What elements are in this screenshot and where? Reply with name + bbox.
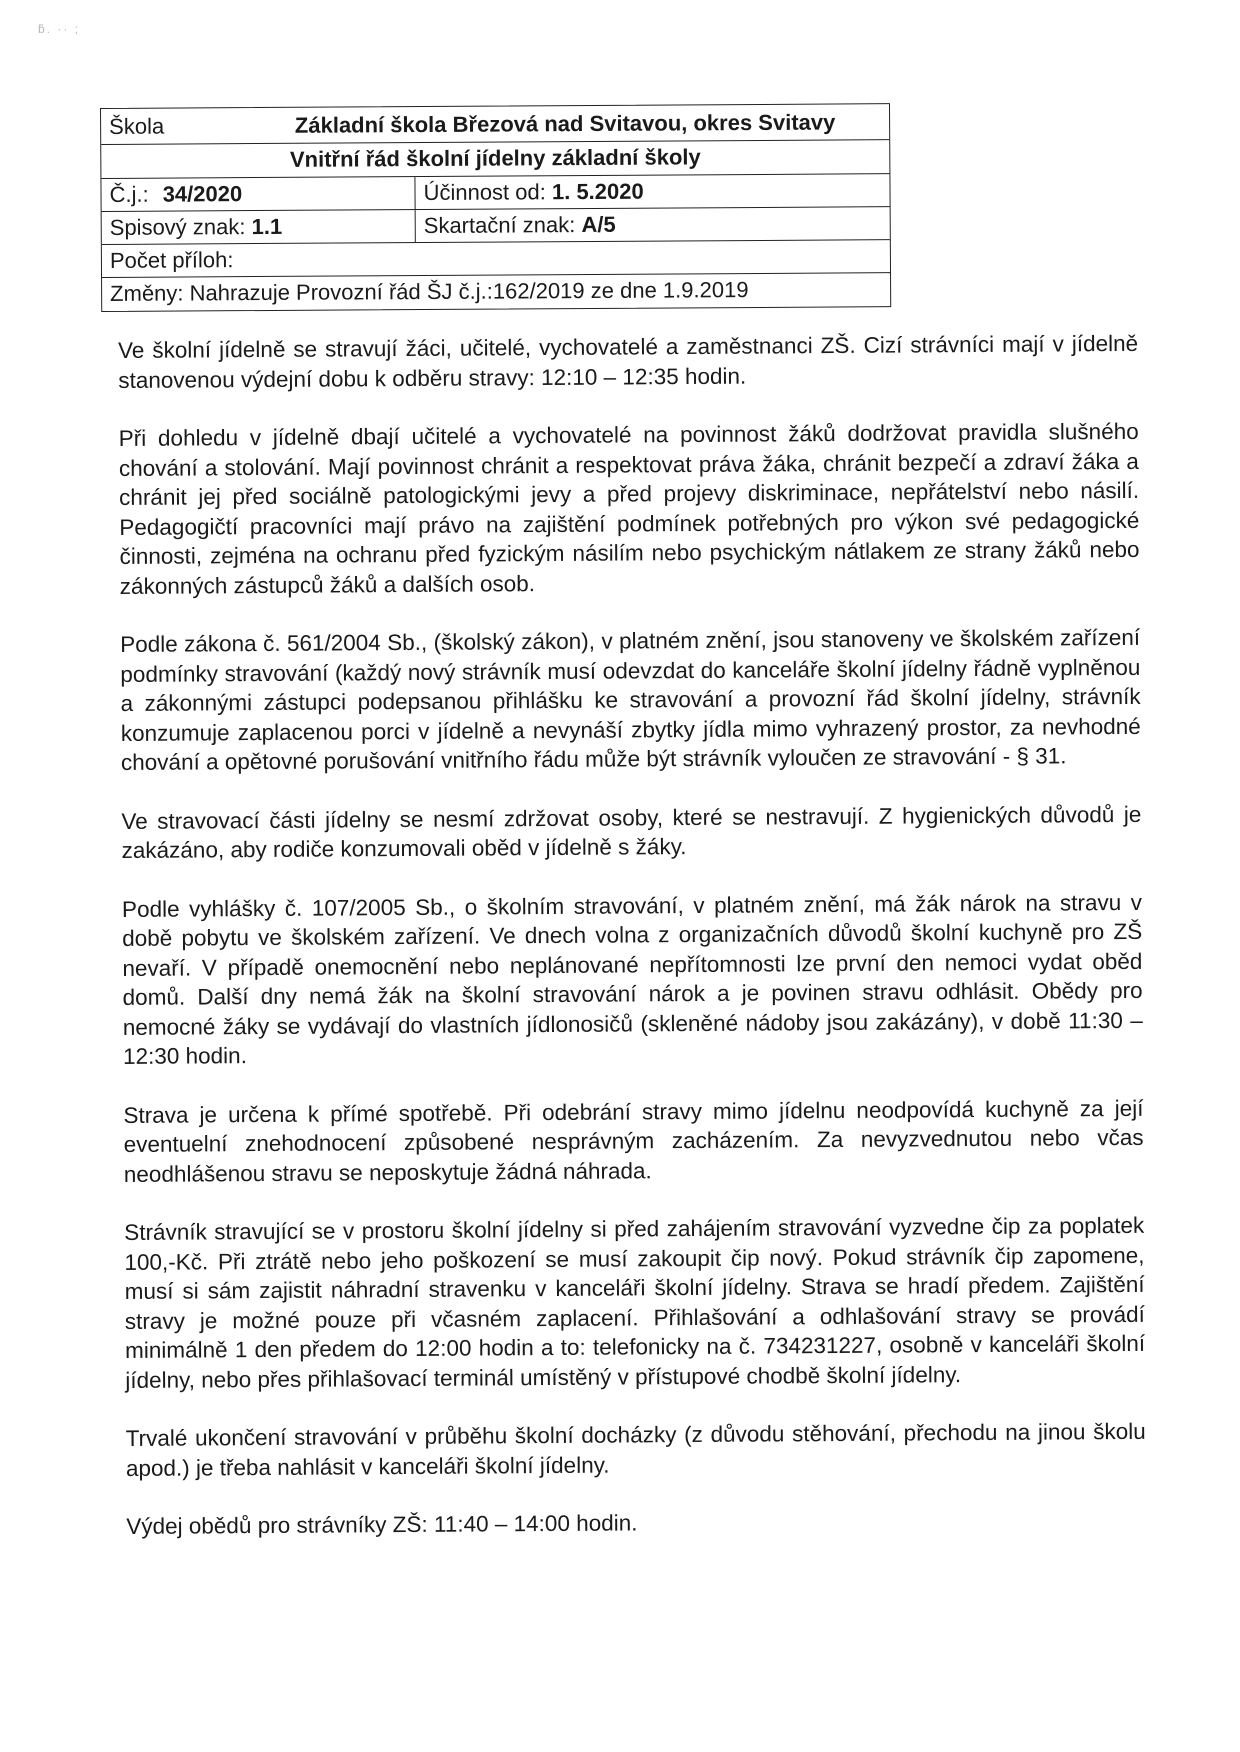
- header-row-codes: [102, 207, 890, 245]
- document-title: Vnitřní řád školní jídelny základní školy: [289, 144, 701, 172]
- effective-date-value: 1. 5.2020: [551, 178, 644, 205]
- changes-label: Změny:: [110, 280, 184, 306]
- paragraph-lunch-hours: Výdej obědů pro strávníky ZŠ: 11:40 – 14:00 hodin.: [126, 1510, 638, 1539]
- paragraph-dining-hours: Ve školní jídelně se stravují žáci, učitelé, vychovatelé a zaměstnanci ZŠ. Cizí strávníci mají v jídelně stanovenou výdejní dobu k odběru stravy: 12:10 – 12:35 hodin.: [118, 330, 1139, 393]
- reference-number-cell: [101, 177, 415, 211]
- scan-artifact: ƃ. ·· ;: [38, 22, 81, 36]
- changes-value: Nahrazuje Provozní řád ŠJ č.j.:162/2019 ze dne 1.9.2019: [189, 277, 749, 306]
- school-name: Základní škola Březová nad Svitavou, okres Svitavy: [294, 109, 836, 138]
- paragraph-consumption: Strava je určena k přímé spotřebě. Při odebrání stravy mimo jídelnu neodpovídá kuchyně za její eventuelní znehodnocení způsobené nesprávným zacházením. Za nevyzvednutou nebo včas neodhlášenou stravu se neposkytuje žádná náhrada.: [123, 1095, 1144, 1187]
- header-row-title: [101, 140, 889, 179]
- shredding-code-value: A/5: [581, 211, 616, 238]
- header-row-reference: [101, 174, 889, 212]
- document-body: [118, 329, 1147, 1571]
- document-header-table: [100, 103, 891, 312]
- header-row-changes: [102, 273, 890, 311]
- file-code-cell: [102, 210, 416, 244]
- header-row-school: [101, 104, 889, 145]
- paragraph-school-law: Podle zákona č. 561/2004 Sb., (školský zákon), v platném znění, jsou stanoveny ve školském zařízení podmínky stravování (každý nový strávník musí odevzdat do kanceláře školní jídelny řádně vyplněnou a zákonnými zástupci podepsanou přihlášku ke stravování a provozní řád školní jídelny, strávník konzumuje zaplacenou porci v jídelně a nevynáší zbytky jídla mimo vyhrazený prostor, za nevhodné chování a opětovné porušování vnitřního řádu může být strávník vyloučen ze stravování - § 31.: [120, 624, 1141, 775]
- changes-cell: [102, 273, 890, 311]
- effective-date-label: Účinnost od:: [423, 179, 546, 206]
- shredding-code-label: Skartační znak:: [423, 212, 576, 239]
- reference-number-label: Č.j.:: [109, 181, 149, 207]
- paragraph-supervision: Při dohledu v jídelně dbají učitelé a vychovatelé na povinnost žáků dodržovat pravidla slušného chování a stolování. Mají povinnost chránit a respektovat práva žáka, chránit bezpečí a zdraví žáka a chránit jej před sociálně patologickými jevy a před projevy diskriminace, nepřátelství nebo násilí. Pedagogičtí pracovníci mají právo na zajištění podmínek potřebných pro výkon své pedagogické činnosti, zejména na ochranu před fyzickým násilím nebo psychickým nátlakem ze strany žáků nebo zákonných zástupců žáků a dalších osob.: [118, 418, 1140, 599]
- file-code-label: Spisový znak:: [109, 214, 246, 240]
- paragraph-decree: Podle vyhlášky č. 107/2005 Sb., o školním stravování, v platném znění, má žák nárok na stravu v době pobytu ve školském zařízení. Ve dnech volna z organizačních důvodů školní kuchyně pro ZŠ nevaří. V případě onemocnění nebo neplánované nepřítomnosti lze první den nemoci vydat oběd domů. Další dny nemá žák na školní stravování nárok a je povinen stravu odhlásit. Obědy pro nemocné žáky se vydávají do vlastních jídlonosičů (skleněné nádoby jsou zakázány), v době 11:30 – 12:30 hodin.: [121, 889, 1143, 1069]
- paragraph-termination: Trvalé ukončení stravování v průběhu školní docházky (z důvodu stěhování, přechodu na jinou školu apod.) je třeba nahlásit v kanceláři školní jídelny.: [125, 1418, 1146, 1481]
- school-label: Škola: [109, 113, 165, 139]
- shredding-code-cell: [416, 207, 890, 242]
- effective-date-cell: [415, 174, 889, 209]
- paragraph-chip-payment: Strávník stravující se v prostoru školní jídelny si před zahájením stravování vyzvedne čip za poplatek 100,-Kč. Při ztrátě nebo jeho poškození se musí zakoupit čip nový. Pokud strávník čip zapomene, musí si sám zajistit náhradní stravenku v kanceláři školní jídelny. Strava se hradí předem. Zajištění stravy je možné pouze při včasném zaplacení. Přihlašování a odhlašování stravy se provádí minimálně 1 den předem do 12:00 hodin a to: telefonicky na č. 734231227, osobně v kanceláři školní jídelny, nebo přes přihlašovací terminál umístěný v přístupové chodbě školní jídelny.: [124, 1212, 1146, 1393]
- reference-number-value: 34/2020: [162, 181, 243, 207]
- header-row-attachments: [102, 240, 890, 278]
- paragraph-non-diners: Ve stravovací části jídelny se nesmí zdržovat osoby, které se nestravují. Z hygienických důvodů je zakázáno, aby rodiče konzumovali oběd v jídelně s žáky.: [121, 801, 1142, 863]
- attachments-label: Počet příloh:: [109, 247, 234, 273]
- file-code-value: 1.1: [251, 213, 283, 240]
